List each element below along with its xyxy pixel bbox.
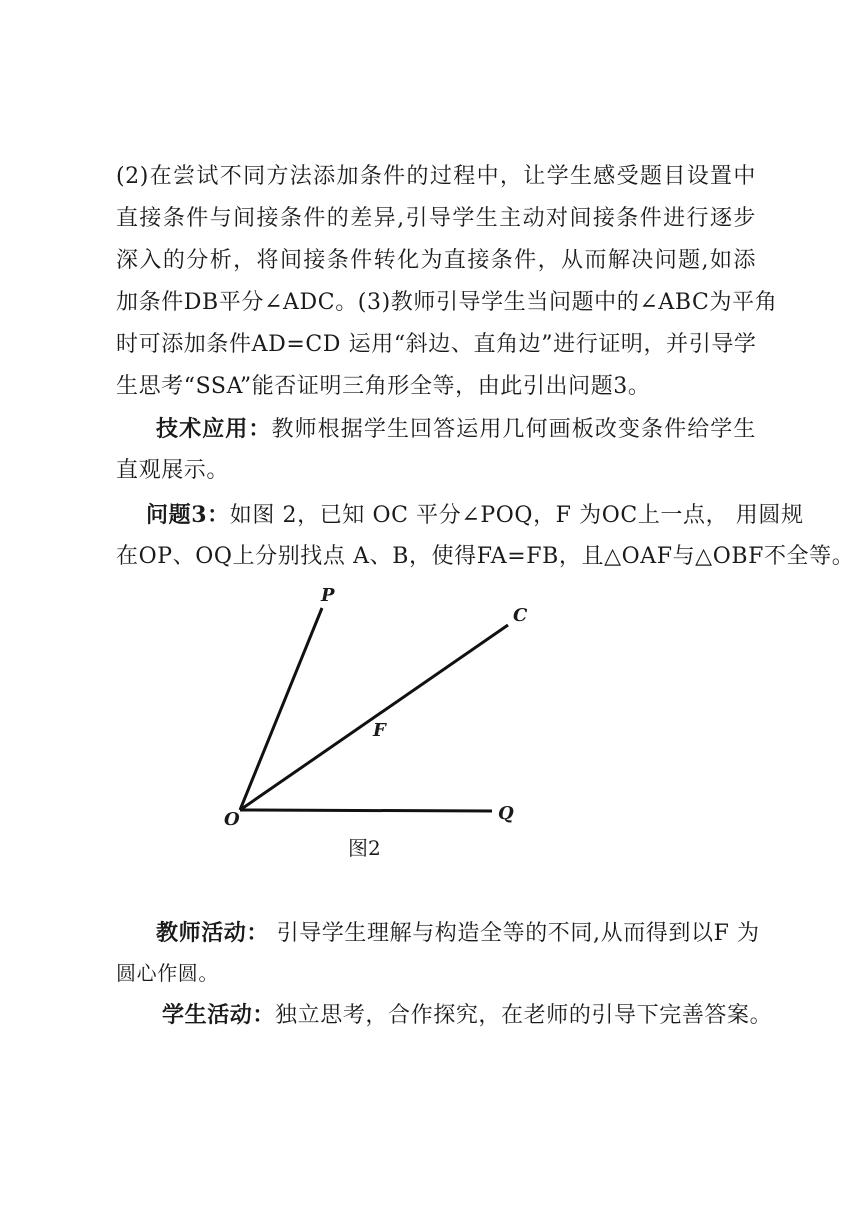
paragraph-line: 深入的分析，将间接条件转化为直接条件，从而解决问题,如添: [116, 248, 756, 273]
student-line: [162, 1000, 773, 1031]
tech-text: 教师根据学生回答运用几何画板改变条件给学生: [271, 417, 756, 442]
label-c: C: [513, 605, 528, 626]
figure-2: [220, 580, 540, 840]
paragraph-line: (2)在尝试不同方法添加条件的过程中，让学生感受题目设置中: [116, 164, 756, 189]
tech-line-2: 直观展示。: [116, 458, 230, 483]
problem3-line-2: 在OP、OQ上分别找点 A、B，使得FA=FB，且△OAF与△OBF不全等。: [116, 544, 855, 569]
problem3-label: 问题3：: [146, 502, 230, 528]
label-q: Q: [498, 803, 514, 824]
problem3-text: 如图 2，已知 OC 平分∠POQ，F 为OC上一点， 用圆规: [229, 503, 804, 528]
label-o: O: [224, 809, 240, 830]
ray-op: [240, 608, 322, 810]
label-p: P: [321, 585, 335, 606]
teacher-line: [156, 918, 760, 949]
ray-oc: [240, 625, 508, 810]
student-label: 学生活动：: [162, 1002, 276, 1028]
teacher-label: 教师活动：: [156, 920, 270, 946]
ray-oq: [240, 810, 492, 811]
tech-label: 技术应用：: [156, 416, 272, 442]
label-f: F: [373, 720, 386, 741]
teacher-text: 引导学生理解与构造全等的不同,从而得到以F 为: [269, 921, 760, 946]
angle-diagram: [220, 580, 540, 840]
problem3-line: [146, 500, 804, 531]
paragraph-line: 生思考“SSA”能否证明三角形全等，由此引出问题3。: [116, 374, 651, 399]
tech-line: [156, 414, 756, 445]
paragraph-line: 加条件DB平分∠ADC。(3)教师引导学生当问题中的∠ABC为平角: [116, 290, 778, 315]
paragraph-line: 时可添加条件AD=CD 运用“斜边、直角边”进行证明，并引导学: [116, 332, 757, 357]
student-text: 独立思考，合作探究，在老师的引导下完善答案。: [275, 1003, 773, 1028]
figure-caption: 图2: [348, 836, 381, 860]
paragraph-line: 直接条件与间接条件的差异,引导学生主动对间接条件进行逐步: [116, 206, 756, 231]
teacher-line-2: 圆心作圆。: [116, 961, 219, 985]
